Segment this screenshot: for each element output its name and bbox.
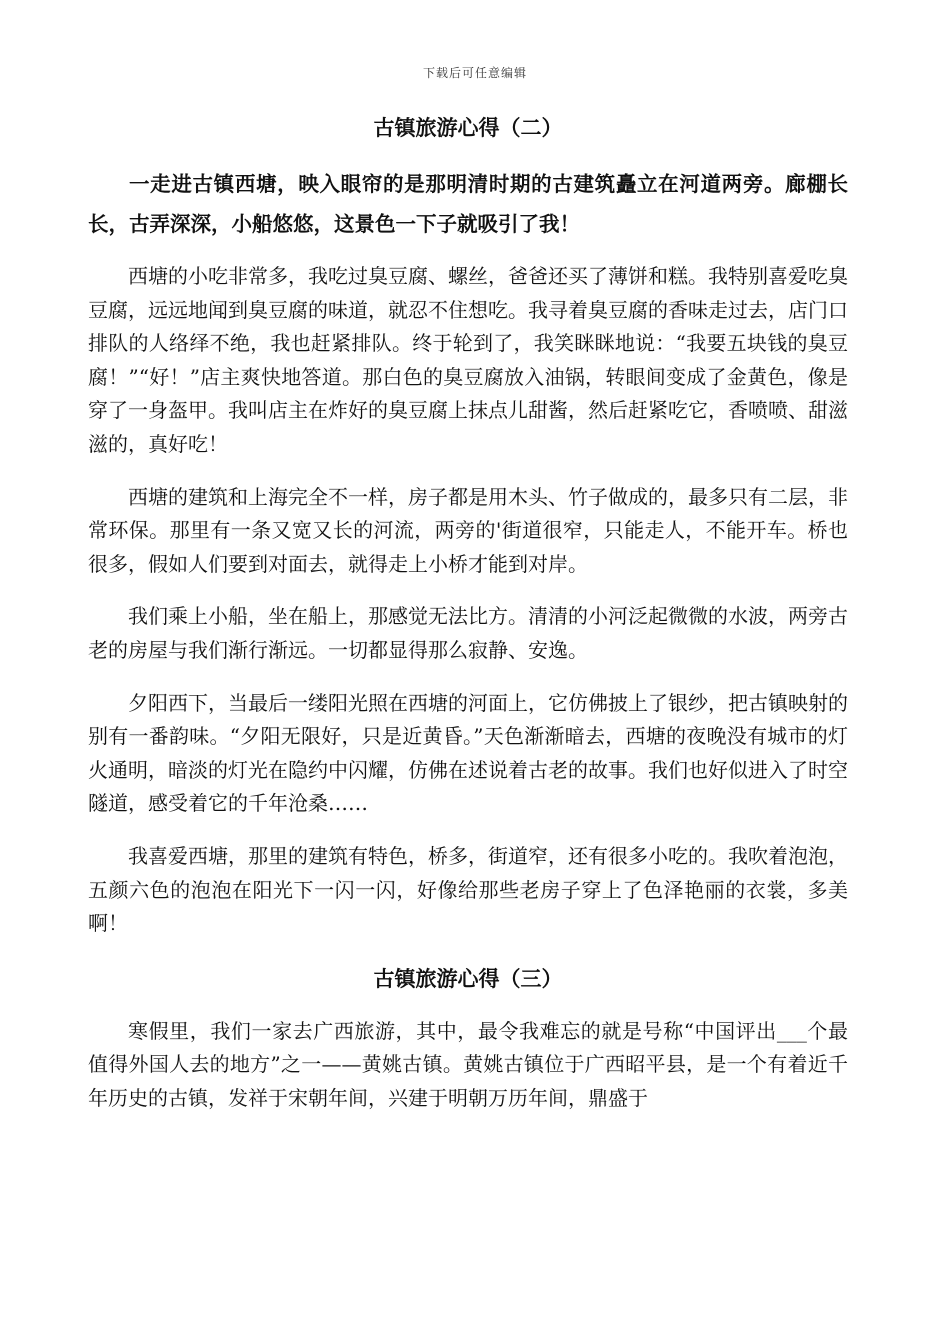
body-paragraph: 西塘的建筑和上海完全不一样，房子都是用木头、竹子做成的，最多只有二层，非常环保。那里有一条又宽又长的河流，两旁的'街道很窄，只能走人，不能开车。桥也很多，假如人们要到对面去，就得走上小桥才能到对岸。: [88, 484, 848, 576]
header-note: 下载后可任意编辑: [422, 66, 527, 80]
section-title: 古镇旅游心得（二）: [373, 116, 563, 140]
body-paragraph: 西塘的小吃非常多，我吃过臭豆腐、螺丝，爸爸还买了薄饼和糕。我特别喜爱吃臭豆腐，远远地闻到臭豆腐的味道，就忍不住想吃。我寻着臭豆腐的香味走过去，店门口排队的人络绎不绝，我也赶紧排队。终于轮到了，我笑眯眯地说：“我要五块钱的臭豆腐！”“好！”店主爽快地答道。那白色的臭豆腐放入油锅，转眼间变成了金黄色，像是穿了一身盔甲。我叫店主在炸好的臭豆腐上抹点儿甜酱，然后赶紧吃它，香喷喷、甜滋滋的，真好吃！: [88, 264, 848, 456]
body-paragraph: 寒假里，我们一家去广西旅游，其中，最令我难忘的就是号称“中国评出___个最值得外国人去的地方”之一——黄姚古镇。黄姚古镇位于广西昭平县，是一个有着近千年历史的古镇，发祥于宋朝年间，兴建于明朝万历年间，鼎盛于: [88, 1018, 848, 1110]
document-body: [88, 112, 848, 1134]
body-paragraph: 我们乘上小船，坐在船上，那感觉无法比方。清清的小河泛起微微的水波，两旁古老的房屋与我们渐行渐远。一切都显得那么寂静、安逸。: [88, 604, 848, 662]
section-title: 古镇旅游心得（三）: [373, 966, 563, 991]
body-paragraph: 夕阳西下，当最后一缕阳光照在西塘的河面上，它仿佛披上了银纱，把古镇映射的别有一番韵味。“夕阳无限好，只是近黄昏。”天色渐渐暗去，西塘的夜晚没有城市的灯火通明，暗淡的灯光在隐约中闪耀，仿佛在述说着古老的故事。我们也好似进入了时空隧道，感受着它的千年沧桑……: [88, 690, 848, 816]
lead-paragraph: 一走进古镇西塘，映入眼帘的是那明清时期的古建筑矗立在河道两旁。廊棚长长，古弄深深，小船悠悠，这景色一下子就吸引了我！: [88, 172, 848, 236]
body-paragraph: 我喜爱西塘，那里的建筑有特色，桥多，街道窄，还有很多小吃的。我吹着泡泡，五颜六色的泡泡在阳光下一闪一闪，好像给那些老房子穿上了色泽艳丽的衣裳，多美啊！: [88, 843, 848, 936]
